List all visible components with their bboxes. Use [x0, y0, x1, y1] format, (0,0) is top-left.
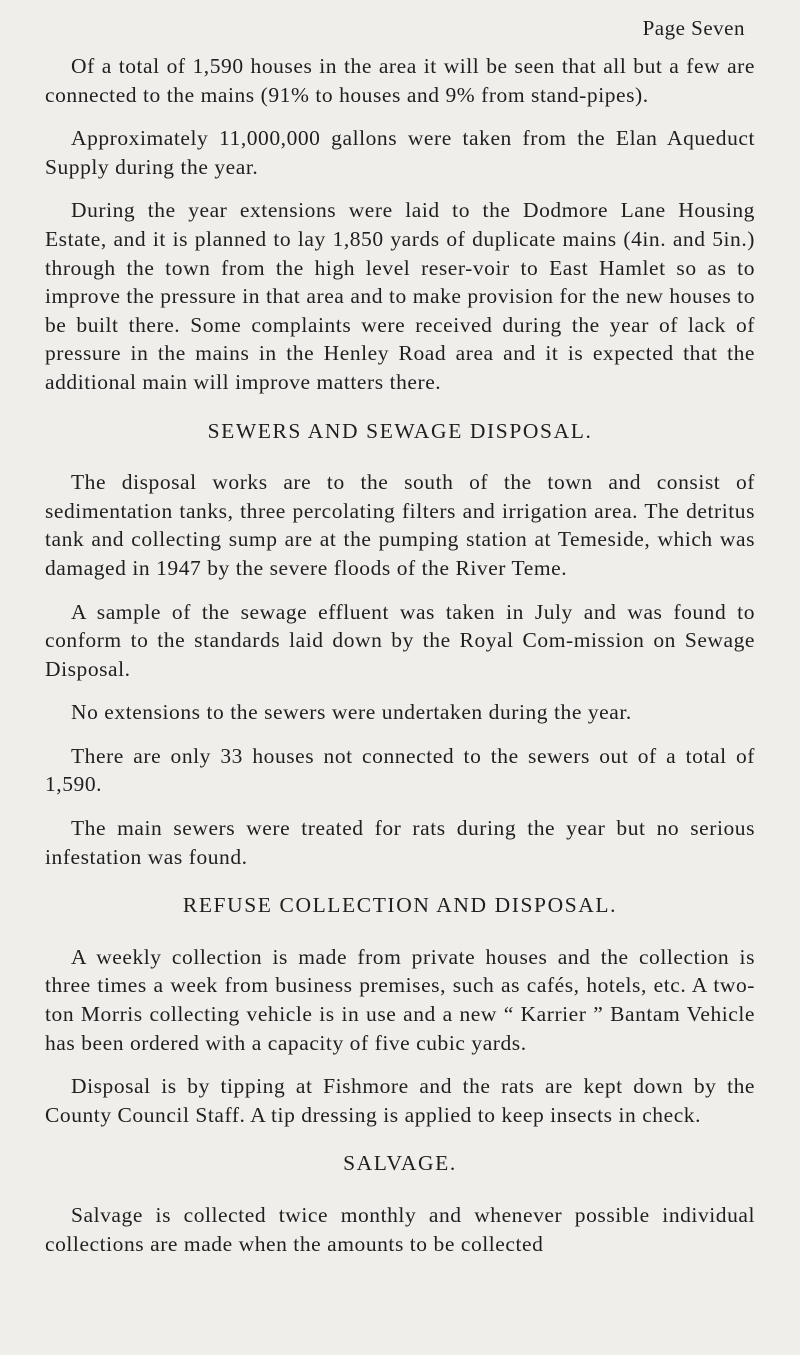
sewers-paragraph-1: The disposal works are to the south of the town and consist of sedimentation tanks, three percolating filters and irrigation area. The detritus tank and collecting sump are at the pumping station at Temeside, which was damaged in 1947 by the severe floods of the River Teme. — [45, 470, 755, 580]
salvage-section — [45, 1149, 755, 1258]
refuse-section — [45, 891, 755, 1129]
refuse-paragraph-1: A weekly collection is made from private houses and the collection is three times a week from business premises, such as cafés, hotels, etc. A two-ton Morris collecting vehicle is in use and a new “ Karrier ” Bantam Vehicle has been ordered with a capacity of five cubic yards. — [45, 944, 755, 1055]
sewers-paragraph-2: A sample of the sewage effluent was taken in July and was found to conform to the standards laid down by the Royal Com-mission on Sewage Disposal. — [45, 599, 755, 681]
refuse-paragraph-2: Disposal is by tipping at Fishmore and the rats are kept down by the County Council Staff. A tip dressing is applied to keep insects in check. — [45, 1074, 755, 1127]
sewers-heading: SEWERS AND SEWAGE DISPOSAL. — [207, 418, 593, 443]
water-paragraph-3: During the year extensions were laid to the Dodmore Lane Housing Estate, and it is planned to lay 1,850 yards of duplicate mains (4in. and 5in.) through the town from the high level reser-voir to East Hamlet so as to improve the pressure in that area and to make provision for the new houses to be built there. Some complaints were received during the year of lack of pressure in the mains in the Henley Road area and it is expected that the additional main will improve matters there. — [45, 198, 755, 394]
water-paragraph-1: Of a total of 1,590 houses in the area it will be seen that all but a few are connected to the mains (91% to houses and 9% from stand-pipes). — [45, 54, 755, 107]
salvage-heading: SALVAGE. — [343, 1151, 457, 1176]
salvage-paragraph-1: Salvage is collected twice monthly and whenever possible individual collections are made when the amounts to be collected — [45, 1203, 755, 1256]
page-number: Page Seven — [642, 16, 745, 40]
water-supply-section — [45, 52, 755, 397]
page-body — [45, 52, 755, 1258]
refuse-heading: REFUSE COLLECTION AND DISPOSAL. — [182, 893, 618, 918]
water-paragraph-2: Approximately 11,000,000 gallons were taken from the Elan Aqueduct Supply during the year. — [45, 126, 755, 179]
sewers-paragraph-4: There are only 33 houses not connected to the sewers out of a total of 1,590. — [45, 743, 755, 797]
sewers-section — [45, 417, 755, 872]
sewers-paragraph-5: The main sewers were treated for rats during the year but no serious infestation was found. — [45, 816, 755, 869]
sewers-paragraph-3: No extensions to the sewers were undertaken during the year. — [71, 700, 632, 725]
